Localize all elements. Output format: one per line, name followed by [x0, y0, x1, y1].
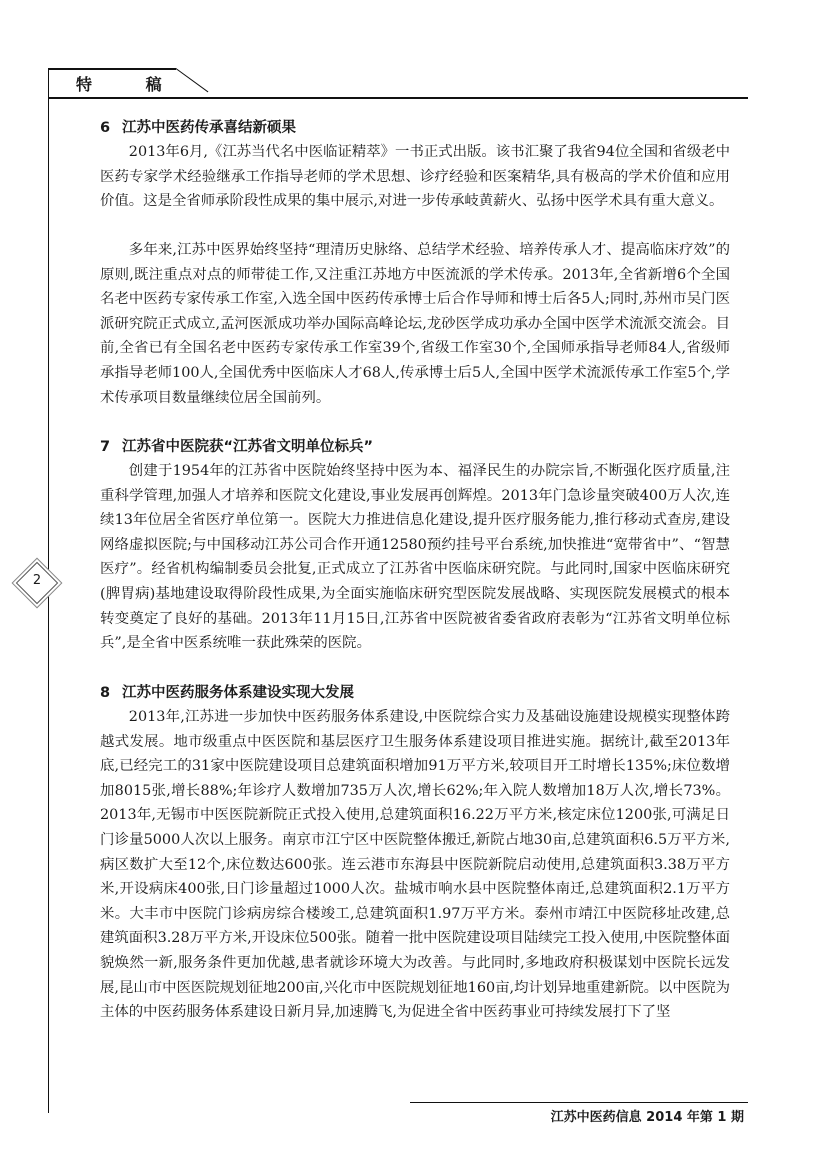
section-heading [100, 681, 730, 705]
section-number: 6 [100, 120, 111, 136]
section-heading [100, 435, 730, 459]
header-rule-bottom [48, 97, 748, 99]
section-number: 7 [100, 439, 111, 455]
paragraph: 多年来,江苏中医界始终坚持“理清历史脉络、总结学术经验、培养传承人才、提高临床疗效”的原则,既注重点对点的师带徒工作,又注重江苏地方中医流派的学术传承。2013年,全省新增6个全国名老中医药专家传承工作室,入选全国中医药传承博士后合作导师和博士后各5人;同时,苏州市吴门医派研究院正式成立,孟河医派成功举办国际高峰论坛,龙砂医学成功承办全国中医学术流派交流会。目前,全省已有全国名老中医药专家传承工作室39个,省级工作室30个,全国师承指导老师84人,省级师承指导老师100人,全国优秀中医临床人才68人,传承博士后5人,全国中医学术流派传承工作室5个,学术传承项目数量继续位居全国前列。 [100, 242, 730, 406]
footer-rule [410, 1102, 748, 1103]
column-label: 特 稿 [76, 75, 186, 94]
footer-journal-issue: 江苏中医药信息 2014 年第 1 期 [550, 1110, 744, 1125]
section-title: 江苏省中医院获“江苏省文明单位标兵” [122, 439, 374, 455]
section-title: 江苏中医药服务体系建设实现大发展 [122, 685, 354, 701]
page-number: 2 [32, 573, 42, 588]
paragraph: 2013年6月,《江苏当代名中医临证精萃》一书正式出版。该书汇聚了我省94位全国和省级老中医药专家学术经验继承工作指导老师的学术思想、诊疗经验和医案精华,具有极高的学术价值和应用价值。这是全省师承阶段性成果的集中展示,对进一步传承岐黄薪火、弘扬中医学术具有重大意义。 [100, 144, 730, 210]
margin-rule [48, 68, 49, 1113]
paragraph: 2013年,江苏进一步加快中医药服务体系建设,中医院综合实力及基础设施建设规模实现整体跨越式发展。地市级重点中医医院和基层医疗卫生服务体系建设项目推进实施。据统计,截至2013年底,已经完工的31家中医院建设项目总建筑面积增加91万平方米,较项目开工时增长135%;床位数增加8015张,增长88%;年诊疗人数增加735万人次,增长62%;年入院人数增加18万人次,增长73%。2013年,无锡市中医医院新院正式投入使用,总建筑面积16.22万平方米,核定床位1200张,可满足日门诊量5000人次以上服务。南京市江宁区中医院整体搬迁,新院占地30亩,总建筑面积6.5万平方米,病区数扩大至12个,床位数达600张。连云港市东海县中医院新院启动使用,总建筑面积3.38万平方米,开设病床400张,日门诊量超过1000人次。盐城市响水县中医院整体南迁,总建筑面积2.1万平方米。大丰市中医院门诊病房综合楼竣工,总建筑面积1.97万平方米。泰州市靖江中医院移址改建,总建筑面积3.28万平方米,开设床位500张。随着一批中医院建设项目陆续完工投入使用,中医院整体面貌焕然一新,服务条件更加优越,患者就诊环境大为改善。与此同时,多地政府积极谋划中医院长远发展,昆山市中医医院规划征地200亩,兴化市中医院规划征地160亩,均计划异地重建新院。以中医院为主体的中医药服务体系建设日新月异,加速腾飞,为促进全省中医药事业可持续发展打下了坚 [100, 709, 730, 1021]
section-heading [100, 116, 730, 140]
header-rule-top [48, 68, 176, 70]
section-title: 江苏中医药传承喜结新硕果 [122, 120, 296, 136]
article-body [100, 116, 730, 1123]
section-number: 8 [100, 685, 111, 701]
paragraph: 创建于1954年的江苏省中医院始终坚持中医为本、福泽民生的办院宗旨,不断强化医疗质量,注重科学管理,加强人才培养和医院文化建设,事业发展再创辉煌。2013年门急诊量突破400万人次,连续13年位居全省医疗单位第一。医院大力推进信息化建设,提升医疗服务能力,推行移动式查房,建设网络虚拟医院;与中国移动江苏公司合作开通12580预约挂号平台系统,加快推进“宽带省中”、“智慧医疗”。经省机构编制委员会批复,正式成立了江苏省中医临床研究院。与此同时,国家中医临床研究(脾胃病)基地建设取得阶段性成果,为全面实施临床研究型医院发展战略、实现医院发展模式的根本转变奠定了良好的基础。2013年11月15日,江苏省中医院被省委省政府表彰为“江苏省文明单位标兵”,是全省中医系统唯一获此殊荣的医院。 [100, 463, 730, 652]
